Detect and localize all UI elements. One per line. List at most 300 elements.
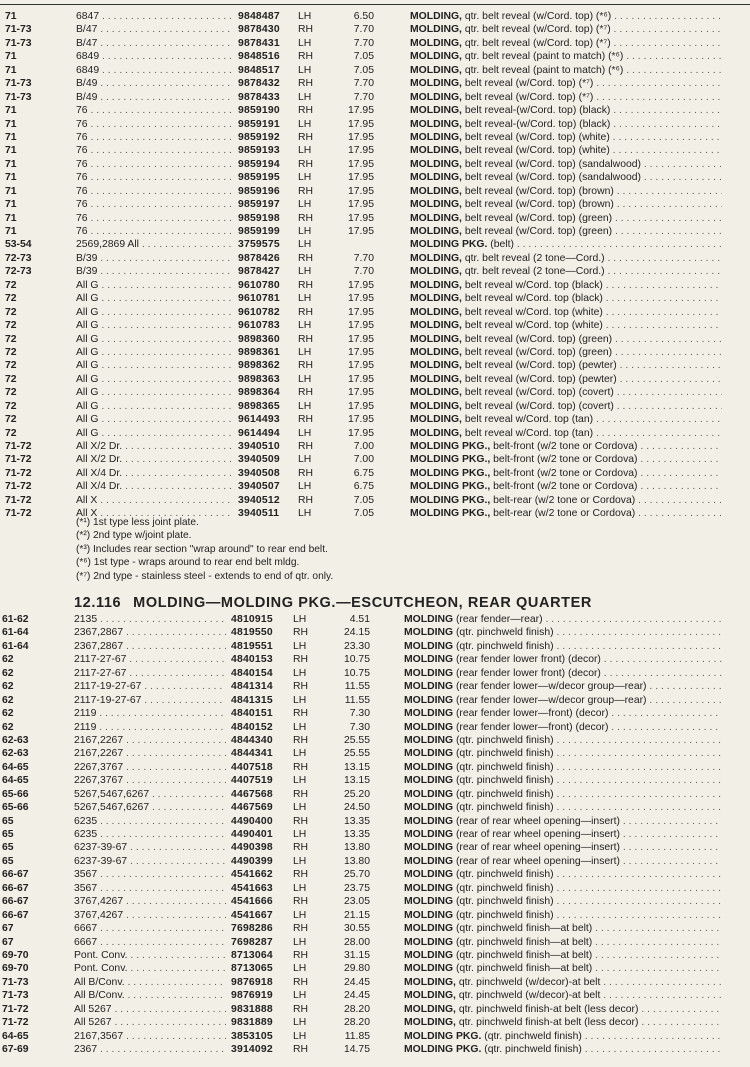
model-cell: 6849 . . . [76, 50, 234, 63]
year-cell: 64-65 [2, 1030, 29, 1042]
side-cell: RH [293, 708, 309, 720]
item-description: (qtr. pinchweld finish) [455, 882, 554, 894]
item-description: (rear fender lower—front) (decor) [455, 708, 609, 720]
price-cell: 4.51 [349, 614, 370, 625]
description-cell [404, 882, 722, 895]
year-cell: 72 [5, 320, 17, 332]
price-cell: 7.05 [353, 508, 374, 520]
year-cell: 72 [5, 346, 17, 358]
parts-table-belt-reveal [0, 10, 750, 521]
side-cell: LH [293, 640, 307, 652]
model-cell: All G . . . [76, 319, 234, 332]
item-name: MOLDING [404, 923, 454, 935]
item-name: MOLDING PKG., [410, 467, 491, 479]
table-row [0, 23, 750, 36]
item-name: MOLDING [404, 775, 454, 787]
year-cell: 66-67 [2, 896, 29, 908]
item-description: belt reveal-(w/Cord. top) (black) [464, 105, 611, 117]
description-cell [404, 841, 722, 854]
model-cell: 2119 . . . [74, 707, 226, 720]
price-cell: 7.70 [353, 78, 374, 90]
description-cell [404, 680, 722, 693]
item-description: (rear of rear wheel opening—insert) [455, 829, 620, 840]
year-cell: 71-72 [2, 1017, 29, 1029]
description-cell [404, 613, 722, 626]
year-cell: 69-70 [2, 963, 29, 975]
description-cell [404, 922, 722, 935]
table-row [0, 212, 750, 225]
year-cell: 71 [5, 158, 17, 170]
side-cell: RH [298, 387, 314, 399]
item-description: qtr. belt reveal (2 tone—Cord.) [464, 266, 605, 278]
price-cell: 17.95 [347, 212, 374, 224]
table-row [0, 91, 750, 104]
year-cell: 62 [2, 667, 14, 679]
description-cell [410, 50, 722, 63]
item-name: MOLDING, [410, 427, 462, 439]
item-description: qtr. pinchweld finish-at belt (less decor) [458, 1003, 639, 1015]
side-cell: RH [293, 896, 309, 908]
side-cell: LH [293, 667, 307, 679]
item-description: (qtr. pinchweld finish) [484, 1044, 582, 1055]
item-name: MOLDING, [410, 279, 462, 291]
description-cell [410, 292, 722, 305]
side-cell: LH [293, 882, 307, 894]
model-cell: 76 . . . [76, 185, 234, 198]
model-cell: All G . . . [76, 427, 234, 440]
price-cell: 17.95 [347, 279, 374, 291]
table-row [0, 721, 750, 734]
model-cell: B/39 . . . [76, 252, 234, 265]
item-description: belt-front (w/2 tone or Cordova) [493, 481, 638, 493]
year-cell: 71 [5, 226, 17, 237]
item-description: (rear fender lower—front) (decor) [455, 721, 609, 733]
item-description: (qtr. pinchweld finish) [455, 627, 554, 639]
price-cell: 30.55 [343, 923, 370, 935]
parts-table-rear-quarter [0, 613, 750, 1056]
model-cell: 76 . . . [76, 225, 234, 238]
year-cell: 62 [2, 708, 14, 720]
item-description: belt reveal w/Cord. top (black) [464, 293, 603, 305]
model-cell: All G . . . [76, 346, 234, 359]
price-cell: 21.15 [343, 909, 370, 921]
table-row [0, 373, 750, 386]
year-cell: 71-72 [2, 1003, 29, 1015]
table-row [0, 640, 750, 653]
item-description: belt reveal (w/Cord. top) (covert) [464, 387, 614, 399]
part-number-cell: 7698287 [231, 936, 273, 948]
year-cell: 72 [5, 293, 17, 305]
description-cell [404, 855, 722, 868]
item-description: belt reveal w/Cord. top (white) [464, 306, 603, 318]
item-description: qtr. pinchweld (w/decor)-at belt [458, 976, 601, 988]
description-cell [404, 976, 722, 989]
item-name: MOLDING PKG. [404, 1030, 482, 1042]
item-description: (rear fender lower—w/decor group—rear) [455, 681, 647, 693]
part-number-cell: 9859198 [238, 212, 280, 224]
price-cell: 25.70 [343, 869, 370, 881]
part-number-cell: 9878431 [238, 37, 280, 49]
year-cell: 72 [5, 387, 17, 399]
description-cell [404, 640, 722, 653]
year-cell: 71-73 [2, 990, 29, 1002]
price-cell: 7.30 [349, 708, 370, 720]
item-description: qtr. pinchweld finish-at belt (less decor) [458, 1017, 639, 1029]
part-number-cell: 4841315 [231, 694, 273, 706]
part-number-cell: 9878427 [238, 266, 280, 278]
item-name: MOLDING, [410, 24, 462, 36]
price-cell: 14.75 [343, 1044, 370, 1055]
model-cell: B/39 . . . [76, 265, 234, 278]
part-number-cell: 9614493 [238, 414, 280, 426]
item-name: MOLDING, [410, 199, 462, 211]
table-row [0, 144, 750, 157]
table-row [0, 440, 750, 453]
price-cell: 17.95 [347, 306, 374, 318]
part-number-cell: 4819551 [231, 640, 273, 652]
part-number-cell: 4840151 [231, 708, 273, 720]
side-cell: LH [293, 1030, 307, 1042]
year-cell: 53-54 [5, 239, 32, 251]
part-number-cell: 9831888 [231, 1003, 273, 1015]
item-description: (qtr. pinchweld finish) [455, 869, 554, 881]
item-name: MOLDING, [410, 387, 462, 399]
year-cell: 65 [2, 815, 14, 827]
year-cell: 71 [5, 118, 17, 130]
item-name: MOLDING [404, 667, 454, 679]
description-cell [410, 413, 722, 426]
side-cell: LH [298, 427, 312, 439]
year-cell: 62-63 [2, 734, 29, 746]
item-name: MOLDING PKG. [410, 239, 488, 251]
item-description: belt reveal w/Cord. top (tan) [464, 414, 594, 426]
part-number-cell: 9878426 [238, 252, 280, 264]
part-number-cell: 3940508 [238, 467, 280, 479]
side-cell: RH [298, 105, 314, 117]
item-name: MOLDING [404, 708, 454, 720]
footnote: (*³) Includes rear section "wrap around" to rear end belt. [76, 543, 328, 555]
price-cell: 10.75 [343, 667, 370, 679]
year-cell: 62 [2, 694, 14, 706]
part-number-cell: 9848516 [238, 51, 280, 63]
year-cell: 71 [5, 51, 17, 63]
description-cell [410, 346, 722, 359]
side-cell: LH [293, 1017, 307, 1029]
table-row [0, 319, 750, 332]
table-row [0, 158, 750, 171]
year-cell: 66-67 [2, 869, 29, 881]
price-cell: 10.75 [343, 654, 370, 666]
table-row [0, 413, 750, 426]
description-cell [404, 667, 722, 680]
item-description: belt-rear (w/2 tone or Cordova) [493, 494, 636, 506]
side-cell: RH [293, 949, 309, 961]
part-number-cell: 9859191 [238, 118, 280, 130]
part-number-cell: 3940510 [238, 441, 280, 452]
part-number-cell: 3940509 [238, 454, 280, 466]
price-cell: 7.00 [353, 441, 374, 452]
item-description: qtr. belt reveal (paint to match) (*⁶) [464, 51, 624, 63]
price-cell: 6.75 [353, 467, 374, 479]
model-cell: 3567 . . . [74, 868, 226, 881]
side-cell: RH [298, 185, 314, 197]
description-cell [410, 306, 722, 319]
side-cell: RH [298, 441, 314, 452]
price-cell: 17.95 [347, 131, 374, 143]
section-title: MOLDING—MOLDING PKG.—ESCUTCHEON, REAR QUARTER [133, 595, 592, 611]
table-row [0, 667, 750, 680]
year-cell: 65-66 [2, 802, 29, 814]
table-row [0, 653, 750, 666]
model-cell: 2117-27-67 . . . [74, 667, 226, 680]
description-cell [410, 480, 722, 493]
item-description: belt reveal (w/Cord. top) (white) [464, 131, 610, 143]
item-description: belt reveal (w/Cord. top) (green) [464, 346, 613, 358]
side-cell: LH [293, 990, 307, 1002]
model-cell: All 5267 . . . [74, 1016, 226, 1029]
side-cell: LH [298, 199, 312, 211]
item-description: belt reveal (w/Cord. top) (pewter) [464, 360, 617, 372]
model-cell: 76 . . . [76, 144, 234, 157]
year-cell: 71-73 [5, 24, 32, 36]
model-cell: All G . . . [76, 333, 234, 346]
table-row [0, 386, 750, 399]
price-cell: 7.05 [353, 494, 374, 506]
side-cell: RH [298, 360, 314, 372]
description-cell [410, 171, 722, 184]
item-description: (qtr. pinchweld finish) [484, 1030, 582, 1042]
table-row [0, 855, 750, 868]
side-cell: RH [298, 252, 314, 264]
year-cell: 71-72 [5, 481, 32, 493]
table-row [0, 171, 750, 184]
model-cell: 6235 . . . [74, 828, 226, 841]
part-number-cell: 4840152 [231, 721, 273, 733]
description-cell [410, 467, 722, 480]
price-cell: 17.95 [347, 400, 374, 412]
item-description: belt reveal (w/Cord. top) (pewter) [464, 373, 617, 385]
price-cell: 24.45 [343, 976, 370, 988]
year-cell: 72-73 [5, 266, 32, 278]
year-cell: 62 [2, 681, 14, 693]
item-name: MOLDING, [410, 306, 462, 318]
item-name: MOLDING [404, 734, 454, 746]
table-row [0, 118, 750, 131]
item-name: MOLDING, [410, 158, 462, 170]
description-cell [404, 828, 722, 841]
table-row [0, 841, 750, 854]
table-row [0, 225, 750, 238]
part-number-cell: 9876918 [231, 976, 273, 988]
description-cell [404, 936, 722, 949]
side-cell: RH [298, 212, 314, 224]
model-cell: B/49 . . . [76, 77, 234, 90]
price-cell: 11.55 [344, 694, 370, 706]
side-cell: LH [298, 145, 312, 157]
item-name: MOLDING [404, 909, 454, 921]
item-name: MOLDING [404, 654, 454, 666]
table-row [0, 801, 750, 814]
price-cell: 25.20 [343, 788, 370, 800]
model-cell: 76 . . . [76, 171, 234, 184]
model-cell: 6667 . . . [74, 922, 226, 935]
price-cell: 13.15 [343, 775, 370, 787]
year-cell: 71 [5, 64, 17, 76]
year-cell: 65 [2, 829, 14, 840]
table-row [0, 815, 750, 828]
price-cell: 17.95 [347, 387, 374, 399]
description-cell [404, 653, 722, 666]
year-cell: 61-62 [2, 614, 29, 625]
year-cell: 71 [5, 145, 17, 157]
side-cell: LH [298, 320, 312, 332]
model-cell: 2367,2867 . . . [74, 640, 226, 653]
item-name: MOLDING [404, 869, 454, 881]
table-row [0, 1030, 750, 1043]
part-number-cell: 4810915 [231, 614, 273, 625]
part-number-cell: 9898361 [238, 346, 280, 358]
model-cell: B/49 . . . [76, 91, 234, 104]
year-cell: 66-67 [2, 909, 29, 921]
part-number-cell: 9859197 [238, 199, 280, 211]
model-cell: All G . . . [76, 279, 234, 292]
description-cell [410, 238, 722, 251]
year-cell: 65-66 [2, 788, 29, 800]
description-cell [404, 895, 722, 908]
item-name: MOLDING, [410, 64, 462, 76]
table-row [0, 131, 750, 144]
price-cell: 7.70 [353, 91, 374, 103]
item-name: MOLDING, [410, 105, 462, 117]
table-row [0, 427, 750, 440]
model-cell: All G . . . [76, 386, 234, 399]
side-cell: LH [293, 694, 307, 706]
price-cell: 17.95 [347, 199, 374, 211]
side-cell: RH [293, 654, 309, 666]
section-heading [74, 595, 592, 611]
item-name: MOLDING, [410, 252, 462, 264]
side-cell: RH [298, 51, 314, 63]
item-name: MOLDING, [410, 145, 462, 157]
description-cell [404, 909, 722, 922]
item-description: qtr. belt reveal (w/Cord. top) (*⁷) [464, 24, 611, 36]
side-cell: LH [293, 614, 307, 625]
price-cell: 13.15 [343, 761, 370, 773]
item-description: (qtr. pinchweld finish—at belt) [455, 963, 593, 975]
description-cell [404, 747, 722, 760]
part-number-cell: 3759575 [238, 239, 280, 251]
model-cell: 5267,5467,6267 . . . [74, 801, 226, 814]
item-name: MOLDING, [410, 212, 462, 224]
model-cell: All G . . . [76, 373, 234, 386]
part-number-cell: 9898364 [238, 387, 280, 399]
model-cell: All G . . . [76, 400, 234, 413]
price-cell: 25.55 [343, 734, 370, 746]
model-cell: 2167,2267 . . . [74, 747, 226, 760]
model-cell: All X/4 Dr. . . . [76, 467, 234, 480]
model-cell: 3767,4267 . . . [74, 895, 226, 908]
item-description: (rear fender lower front) (decor) [455, 667, 601, 679]
table-row [0, 467, 750, 480]
model-cell: 6237-39-67 . . . [74, 855, 226, 868]
footnote: (*²) 2nd type w/joint plate. [76, 530, 192, 542]
description-cell [410, 507, 722, 520]
model-cell: 76 . . . [76, 212, 234, 225]
item-name: MOLDING, [410, 226, 462, 237]
price-cell: 28.20 [343, 1017, 370, 1029]
year-cell: 67 [2, 936, 14, 948]
part-number-cell: 4844340 [231, 734, 273, 746]
year-cell: 64-65 [2, 775, 29, 787]
item-name: MOLDING, [410, 373, 462, 385]
price-cell: 7.30 [349, 721, 370, 733]
item-description: (rear of rear wheel opening—insert) [455, 855, 620, 867]
part-number-cell: 9859194 [238, 158, 280, 170]
item-name: MOLDING, [410, 51, 462, 63]
year-cell: 71-73 [5, 37, 32, 49]
description-cell [410, 494, 722, 507]
item-name: MOLDING [404, 936, 454, 948]
footnote: (*¹) 1st type less joint plate. [76, 517, 199, 528]
year-cell: 71 [5, 105, 17, 117]
year-cell: 71 [5, 212, 17, 224]
item-description: belt reveal (w/Cord. top) (sandalwood) [464, 172, 641, 184]
table-row [0, 252, 750, 265]
item-description: qtr. belt reveal (paint to match) (*⁶) [464, 64, 624, 76]
part-number-cell: 3940507 [238, 481, 280, 493]
side-cell: RH [293, 734, 309, 746]
item-description: belt-front (w/2 tone or Cordova) [493, 454, 638, 466]
part-number-cell: 4407519 [231, 775, 273, 787]
side-cell: RH [293, 1044, 309, 1055]
price-cell: 17.95 [347, 172, 374, 184]
side-cell: LH [298, 508, 312, 520]
item-description: belt-rear (w/2 tone or Cordova) [493, 508, 636, 520]
item-description: (qtr. pinchweld finish) [455, 748, 554, 760]
table-row [0, 707, 750, 720]
side-cell: LH [298, 64, 312, 76]
top-rule [0, 4, 750, 5]
item-name: MOLDING PKG. [404, 1044, 482, 1055]
model-cell: 2167,2267 . . . [74, 734, 226, 747]
table-row [0, 868, 750, 881]
table-row [0, 747, 750, 760]
part-number-cell: 4407518 [231, 761, 273, 773]
table-row [0, 761, 750, 774]
description-cell [410, 37, 722, 50]
price-cell: 17.95 [347, 373, 374, 385]
description-cell [410, 319, 722, 332]
item-description: belt reveal-(w/Cord. top) (black) [464, 118, 611, 130]
description-cell [410, 23, 722, 36]
item-description: (qtr. pinchweld finish) [455, 761, 554, 773]
item-name: MOLDING, [410, 293, 462, 305]
price-cell: 28.00 [343, 936, 370, 948]
description-cell [410, 131, 722, 144]
side-cell: RH [293, 1003, 309, 1015]
table-row [0, 333, 750, 346]
item-description: (qtr. pinchweld finish) [455, 775, 554, 787]
price-cell: 23.75 [343, 882, 370, 894]
item-name: MOLDING, [410, 346, 462, 358]
item-description: belt reveal (w/Cord. top) (brown) [464, 185, 614, 197]
year-cell: 67-69 [2, 1044, 29, 1055]
table-row [0, 613, 750, 626]
item-name: MOLDING, [404, 1003, 456, 1015]
item-name: MOLDING PKG., [410, 481, 491, 493]
model-cell: 2117-27-67 . . . [74, 653, 226, 666]
side-cell: LH [293, 802, 307, 814]
